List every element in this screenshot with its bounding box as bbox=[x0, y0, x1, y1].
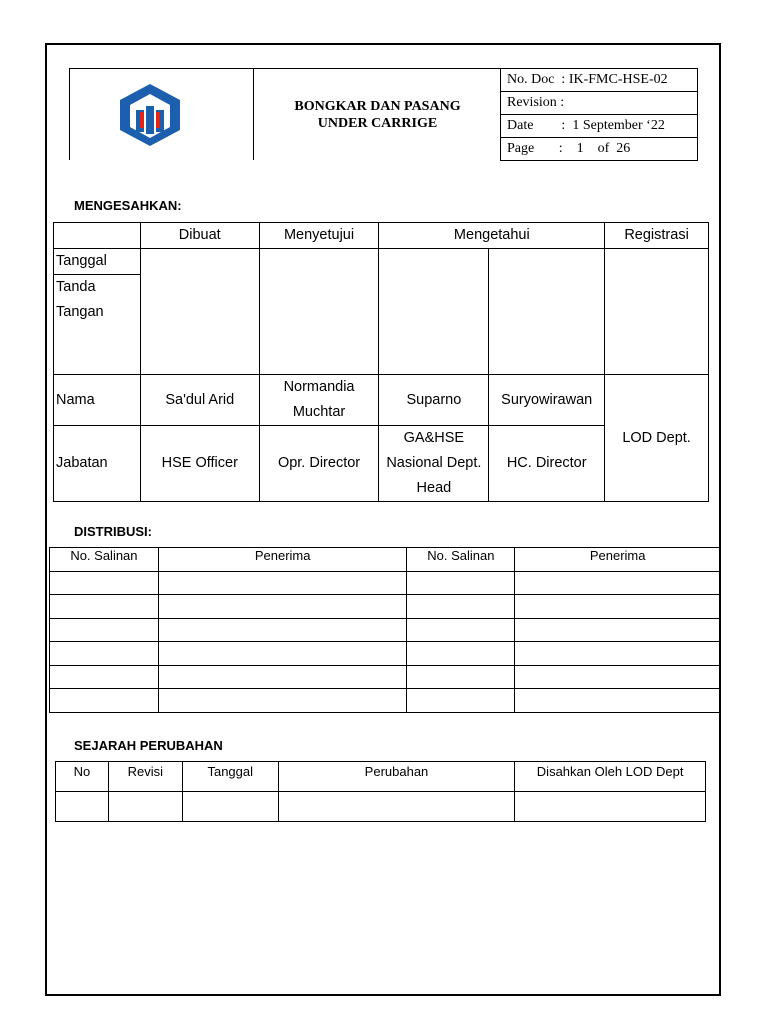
sign-cell bbox=[259, 249, 379, 375]
revision: Revision : bbox=[501, 92, 698, 115]
mengesahkan-title: MENGESAHKAN: bbox=[74, 198, 182, 213]
label-nama: Nama bbox=[54, 375, 141, 426]
table-row bbox=[50, 642, 721, 666]
sejarah-table bbox=[55, 761, 706, 822]
col-menyetujui: Menyetujui bbox=[259, 223, 379, 249]
table-row bbox=[50, 665, 721, 689]
sign-cell bbox=[379, 249, 489, 375]
dist-header: No. Salinan bbox=[407, 548, 515, 572]
table-row bbox=[56, 792, 706, 822]
dist-header: Penerima bbox=[515, 548, 721, 572]
distribusi-table bbox=[49, 547, 721, 713]
document-title bbox=[253, 68, 501, 160]
mengesahkan-table bbox=[53, 222, 709, 502]
nama-cell: Normandia Muchtar bbox=[259, 375, 379, 426]
nama-cell: Suparno bbox=[379, 375, 489, 426]
sejarah-header: Disahkan Oleh LOD Dept bbox=[515, 762, 706, 792]
table-row bbox=[50, 689, 721, 713]
table-row bbox=[50, 618, 721, 642]
dist-header: No. Salinan bbox=[50, 548, 159, 572]
jabatan-cell: Opr. Director bbox=[259, 426, 379, 502]
jabatan-cell: HSE Officer bbox=[140, 426, 259, 502]
sejarah-header: Tanggal bbox=[182, 762, 278, 792]
col-mengetahui: Mengetahui bbox=[379, 223, 605, 249]
date: Date : 1 September ‘22 bbox=[501, 115, 698, 138]
table-row bbox=[50, 571, 721, 595]
sejarah-header: Revisi bbox=[108, 762, 182, 792]
distribusi-title: DISTRIBUSI: bbox=[74, 524, 152, 539]
nama-cell: Suryowirawan bbox=[489, 375, 605, 426]
jabatan-cell: GA&HSE Nasional Dept. Head bbox=[379, 426, 489, 502]
col-dibuat: Dibuat bbox=[140, 223, 259, 249]
title-line-1: BONGKAR DAN PASANG bbox=[294, 98, 461, 114]
nama-cell: Sa'dul Arid bbox=[140, 375, 259, 426]
sign-cell bbox=[140, 249, 259, 375]
sign-cell bbox=[489, 249, 605, 375]
page-border bbox=[45, 43, 721, 996]
registrasi-cell: LOD Dept. bbox=[605, 375, 709, 502]
jabatan-cell: HC. Director bbox=[489, 426, 605, 502]
table-row bbox=[50, 595, 721, 619]
sejarah-title: SEJARAH PERUBAHAN bbox=[74, 738, 223, 753]
page-number: Page : 1 of 26 bbox=[501, 138, 698, 161]
header-blank bbox=[54, 223, 141, 249]
label-tanggal: Tanggal bbox=[54, 249, 141, 275]
sign-cell bbox=[605, 249, 709, 375]
dist-header: Penerima bbox=[158, 548, 407, 572]
label-tanda-tangan: Tanda Tangan bbox=[54, 275, 141, 375]
label-jabatan: Jabatan bbox=[54, 426, 141, 502]
company-logo-icon bbox=[118, 82, 182, 148]
document-meta-table bbox=[500, 68, 698, 161]
col-registrasi: Registrasi bbox=[605, 223, 709, 249]
sejarah-header: Perubahan bbox=[278, 762, 515, 792]
sejarah-header: No bbox=[56, 762, 109, 792]
title-line-2: UNDER CARRIGE bbox=[317, 115, 438, 131]
no-doc: No. Doc : IK-FMC-HSE-02 bbox=[501, 69, 698, 92]
